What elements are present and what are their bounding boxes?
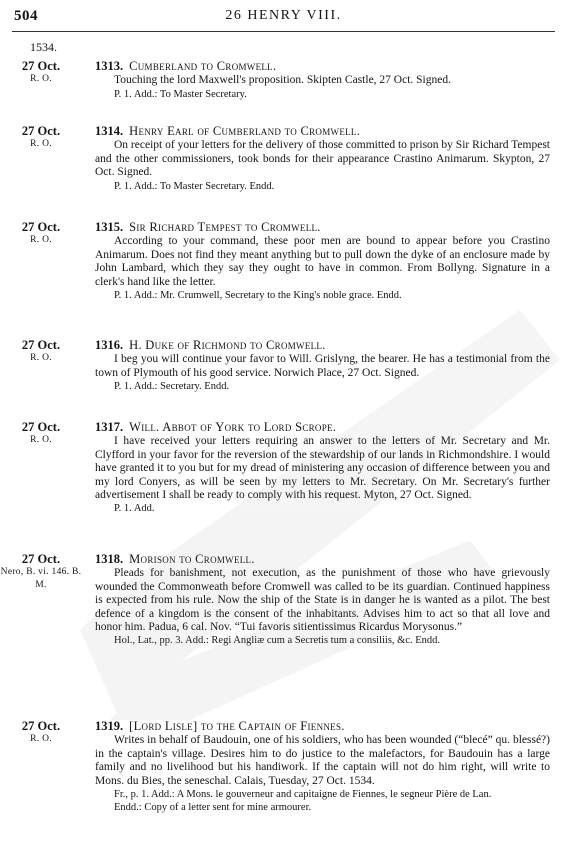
entry-body [95,125,550,193]
header-rule [12,31,555,32]
entry-title: [Lord Lisle] to the Captain of Fiennes. [129,719,345,733]
entry-margin [0,221,82,247]
entry-date: 27 Oct. [21,124,61,138]
entry-body [95,553,550,647]
entry-footnote: Hol., Lat., pp. 3. Add.: Regi Angliæ cum a Secretis tum a consiliis, &c. Endd. [114,635,441,647]
entry-heading [95,720,550,733]
page-header [14,8,553,30]
entry-number: 1318. [95,552,124,566]
entry-date: 27 Oct. [21,338,61,352]
entry-source: Nero, B. vi. 146. B. M. [0,567,82,590]
entry-text: Touching the lord Maxwell's proposition. Skipten Castle, 27 Oct. Signed. [114,74,451,87]
entry-source: R. O. [30,139,52,149]
entry-number: 1319. [95,719,124,733]
entry-body [95,339,550,393]
running-title: 26 HENRY VIII. [225,8,342,23]
entry-footnote: P. 1. Add. [114,503,155,515]
entry-date: 27 Oct. [21,420,61,434]
entry-title: Sir Richard Tempest to Cromwell. [129,220,321,234]
entry-date: 27 Oct. [21,719,61,733]
entry-number: 1313. [95,59,124,73]
entry-body [95,720,550,814]
entry-text: On receipt of your letters for the delivery of those committed to prison by Sir Richard Tempest and the other commissioners, took bonds for their appearance Crastino Animarum. Skypton, 27 Oct. Signed. [95,139,550,179]
entry-date: 27 Oct. [21,552,61,566]
entry-source: R. O. [30,235,52,245]
entry-footnote: P. 1. Add.: To Master Secretary. [114,88,247,100]
entry-title: Morison to Cromwell. [129,552,255,566]
entry-margin [0,60,82,86]
page-number: 504 [14,8,38,24]
entry-footnote: P. 1. Add.: Secretary. Endd. [114,381,230,393]
entry-text: Pleads for banishment, not execution, as the punishment of those who have grievously wounded the Commonweath before Cromwell was called to be its guardian. Continued happiness is expected from his rule. Now the ship of the State is in danger he is wanted as a pilot. The best defence of a kingdom is the consent of the inhabitants. Advises him to act so that all love and honor him. Padua, 6 cal. Nov. “Tui favoris sitientissimus Ricardus Morysonus.” [95,567,550,634]
entry-heading [95,553,550,566]
entry-heading [95,125,550,138]
entry-source: R. O. [30,734,52,744]
entry-margin [0,339,82,365]
entry-date: 27 Oct. [21,220,61,234]
entry-text: I have received your letters requiring an answer to the letters of Mr. Secretary and Mr. Clyfford in your favor for the reversion of the stewardship of our lands in Richmondshire. I would have granted it to you but for my dread of ministering any occasion of difference between you and my lord Conyers, as will be seen by my letters to Mr. Secretary. On Mr. Secretary's further advertisement I shall be ready to comply with his request. Myton, 27 Oct. Signed. [95,435,550,502]
entry-margin [0,720,82,746]
entry-margin [0,553,82,592]
entry-title: Cumberland to Cromwell. [129,59,277,73]
entry-body [95,221,550,302]
entry-body [95,421,550,515]
entry-heading [95,421,550,434]
year-marker: 1534. [30,40,57,54]
entry-heading [95,60,550,73]
entry-source: R. O. [30,353,52,363]
entry-text: According to your command, these poor men are bound to appear before you Crastino Animarum. Does not find they meant anything but to pull down the dyke of an enclosure made by John Lambard, which they say they ought to have in common. From Bollyng. Signature in a clerk's hand like the letter. [95,235,550,288]
entry-heading [95,339,550,352]
entry-date: 27 Oct. [21,59,61,73]
entry-number: 1317. [95,420,124,434]
entry-footnote: Fr., p. 1. Add.: A Mons. le gouverneur and capitaigne de Fiennes, le segneur Pière de Lan. [114,789,492,801]
entry-footnote: P. 1. Add.: To Master Secretary. Endd. [114,180,275,192]
entry-text: Writes in behalf of Baudouin, one of his soldiers, who has been wounded (“blecé” qu. blessé?) in the captain's village. Desires him to do justice to the malefactors, for Baudouin has a large family and no livelihood but his handiwork. If the captain will not do him right, will write to Mons. du Bies, the seneschal. Calais, Tuesday, 27 Oct. 1534. [95,734,550,787]
entry-margin [0,125,82,151]
entry-source: R. O. [30,435,52,445]
entry-margin [0,421,82,447]
entry-number: 1315. [95,220,124,234]
entry-title: Will. Abbot of York to Lord Scrope. [129,420,337,434]
entry-source: R. O. [30,74,52,84]
entry-number: 1316. [95,338,124,352]
entry-footnote-secondary: Endd.: Copy of a letter sent for mine armourer. [114,802,312,814]
entry-title: H. Duke of Richmond to Cromwell. [129,338,326,352]
entry-text: I beg you will continue your favor to Will. Grislyng, the bearer. He has a testimonial from the town of Plymouth of his good service. Norwich Place, 27 Oct. Signed. [95,353,550,379]
entry-number: 1314. [95,124,124,138]
entry-title: Henry Earl of Cumberland to Cromwell. [129,124,361,138]
entry-body [95,60,550,101]
entry-footnote: P. 1. Add.: Mr. Crumwell, Secretary to the King's noble grace. Endd. [114,290,402,302]
entry-heading [95,221,550,234]
